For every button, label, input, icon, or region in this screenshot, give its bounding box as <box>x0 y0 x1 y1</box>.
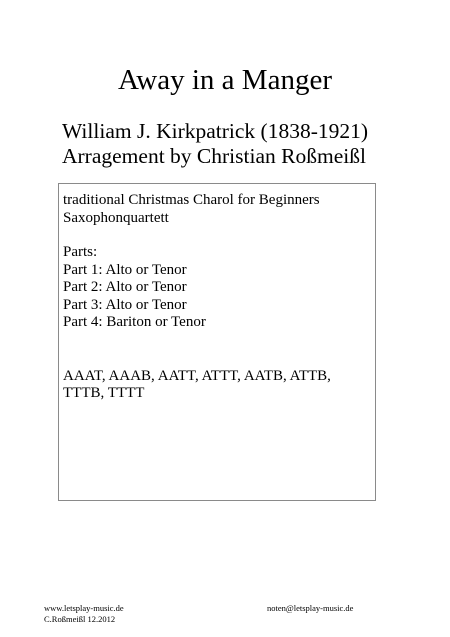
website-link[interactable]: www.letsplay-music.de <box>44 603 124 613</box>
part-item: Part 4: Bariton or Tenor <box>63 314 206 330</box>
footer-left <box>44 603 124 625</box>
composer-line: William J. Kirkpatrick (1838-1921) <box>62 119 369 143</box>
spacer <box>63 227 371 244</box>
info-box <box>58 183 376 501</box>
part-item: Part 2: Alto or Tenor <box>63 279 187 295</box>
email-link[interactable]: noten@letsplay-music.de <box>267 603 354 613</box>
voicing-combinations: AAAT, AAAB, AATT, ATTT, AATB, ATTB, <box>63 367 331 384</box>
spacer <box>63 332 371 368</box>
copyright-text: C.Roßmeißl 12.2012 <box>44 614 116 624</box>
credits-block <box>62 119 368 169</box>
parts-heading: Parts: <box>63 244 98 260</box>
voicing-combinations: TTTB, TTTT <box>63 385 145 401</box>
part-item: Part 1: Alto or Tenor <box>63 261 187 278</box>
ensemble-text: Saxophonquartett <box>63 209 169 226</box>
page-title: Away in a Manger <box>118 64 332 96</box>
description-text: traditional Christmas Charol for Beginners <box>63 192 320 208</box>
arranger-line: Arragement by Christian Roßmeißl <box>62 144 366 168</box>
part-item: Part 3: Alto or Tenor <box>63 296 187 313</box>
